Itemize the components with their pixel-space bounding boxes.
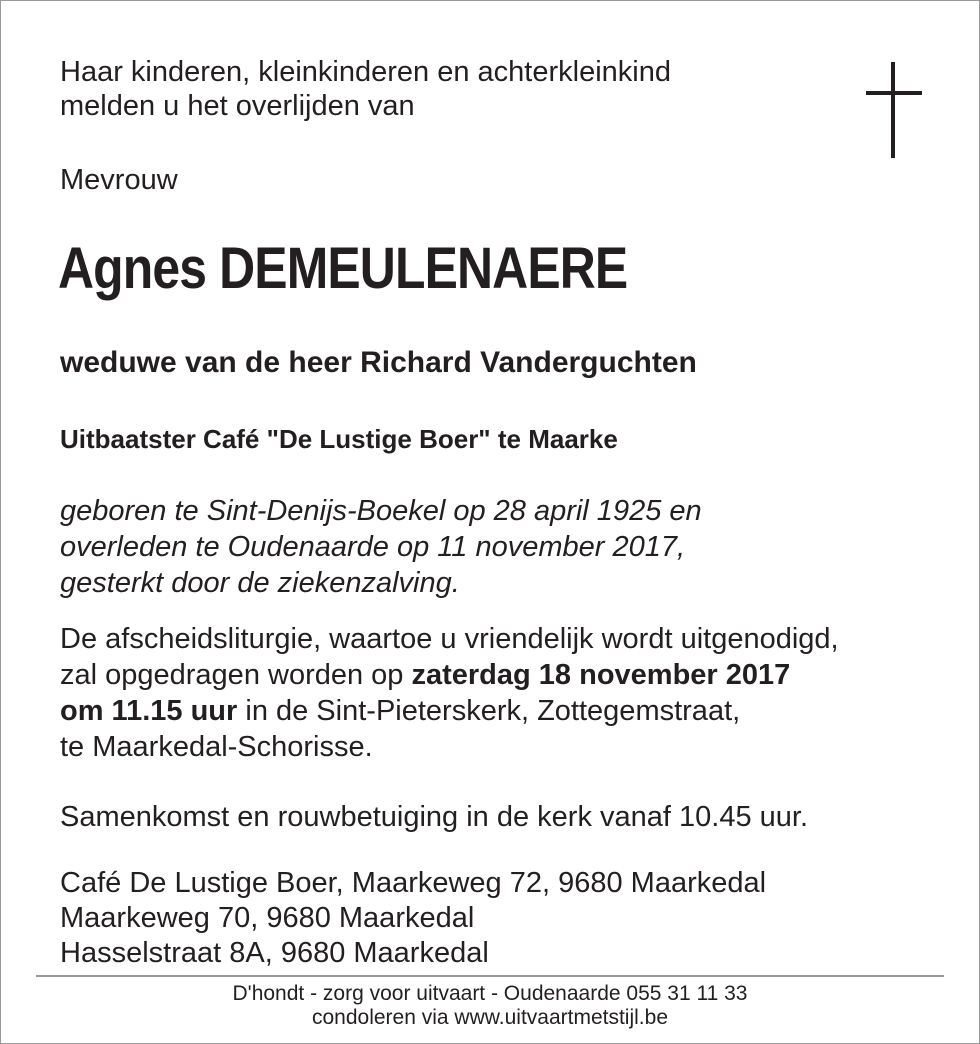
ceremony-date: zaterdag 18 november 2017	[411, 659, 791, 691]
ceremony-line-4: te Maarkedal-Schorisse.	[60, 731, 373, 763]
footer-divider	[36, 975, 944, 977]
gathering-line: Samenkomst en rouwbetuiging in de kerk vanaf 10.45 uur.	[60, 801, 809, 833]
ceremony-line-1: De afscheidsliturgie, waartoe u vriendelijk wordt uitgenodigd,	[60, 623, 839, 655]
spouse-line: weduwe van de heer Richard Vanderguchten	[60, 346, 697, 379]
ceremony-location: in de Sint-Pieterskerk, Zottegemstraat,	[237, 695, 741, 727]
ceremony-line-3	[60, 694, 740, 728]
intro-line-2: melden u het overlijden van	[60, 90, 415, 122]
intro-line-1: Haar kinderen, kleinkinderen en achterkleinkind	[60, 56, 671, 88]
birth-line: geboren te Sint-Denijs-Boekel op 28 april 1925 en	[60, 495, 702, 527]
death-line: overleden te Oudenaarde op 11 november 2017,	[60, 531, 686, 563]
sacrament-line: gesterkt door de ziekenzalving.	[60, 567, 460, 599]
occupation-line: Uitbaatster Café "De Lustige Boer" te Maarke	[60, 424, 618, 454]
footer-funeral-home: D'hondt - zorg voor uitvaart - Oudenaarde 055 31 11 33	[232, 982, 748, 1005]
ceremony-line-2-prefix: zal opgedragen worden op	[60, 659, 412, 691]
ceremony-line-2	[60, 658, 790, 692]
address-line: Maarkeweg 70, 9680 Maarkedal	[60, 902, 475, 934]
footer-condolence-link[interactable]: condoleren via www.uitvaartmetstijl.be	[312, 1006, 668, 1029]
address-line: Hasselstraat 8A, 9680 Maarkedal	[60, 937, 489, 969]
ceremony-time: om 11.15 uur	[60, 695, 238, 727]
cross-icon	[866, 62, 922, 158]
deceased-name: Agnes DEMEULENAERE	[58, 236, 628, 301]
salutation: Mevrouw	[60, 164, 178, 196]
address-line: Café De Lustige Boer, Maarkeweg 72, 9680 Maarkedal	[60, 867, 767, 899]
